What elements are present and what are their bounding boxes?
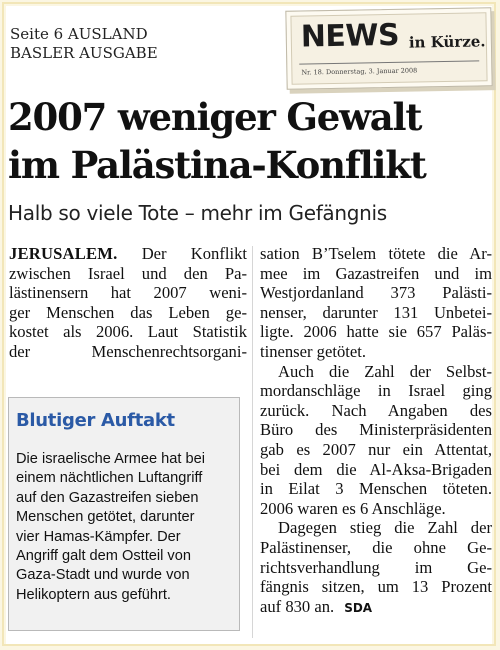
article-line: gab es 2007 nur ein Attentat,	[260, 439, 492, 459]
infobox-line: Gaza-Stadt und wurde von	[16, 567, 190, 584]
infobox-line: Helikoptern aus geführt.	[16, 586, 171, 603]
article-dateline: JERUSALEM.	[9, 244, 118, 263]
article-line: tinenser getötet.	[260, 341, 366, 361]
infobox-line: vier Hamas-Kämpfer. Der	[16, 528, 181, 545]
section-page-label: Seite 6 AUSLAND	[10, 25, 148, 43]
news-badge-dateline: Nr. 18. Donnerstag, 3. Januar 2008	[301, 66, 418, 77]
article-line: Palästinenser, die ohne Ge-	[260, 537, 492, 557]
section-edition-label: BASLER AUSGABE	[10, 44, 158, 62]
article-line: sation B’Tselem tötete die Ar-	[260, 244, 492, 263]
article-line: richtsverhandlung im Ge-	[260, 557, 492, 577]
section-label	[10, 25, 158, 63]
article-line: Dagegen stieg die Zahl der	[278, 518, 492, 538]
news-badge-rule	[299, 60, 479, 64]
infobox-title: Blutiger Auftakt	[16, 410, 175, 431]
article-line: 2006 waren es 6 Anschläge.	[260, 498, 446, 518]
article-line: Büro des Ministerpräsidenten	[260, 420, 492, 440]
news-in-kurze-badge	[285, 7, 492, 90]
article-line-text: Der Konflikt	[117, 244, 247, 263]
article-line-text: auf 830 an.	[260, 596, 335, 616]
infobox-line: Die israelische Armee hat bei	[16, 451, 205, 467]
article-line: mee im Gazastreifen und im	[260, 263, 492, 283]
subheadline: Halb so viele Tote – mehr im Gefängnis	[8, 201, 387, 225]
article-line: lästinensern hat 2007 weni-	[9, 283, 247, 303]
news-badge-subtitle: in Kürze.	[408, 32, 486, 52]
article-line: in Eilat 3 Menschen töteten.	[260, 479, 492, 499]
article-line	[260, 597, 492, 619]
infobox-line: Menschen getötet, darunter	[16, 509, 195, 526]
article-line: mordanschläge in Israel ging	[260, 381, 492, 401]
article-line: ligte. 2006 hatte sie 657 Paläs-	[260, 322, 492, 342]
article-line: Auch die Zahl der Selbst-	[278, 361, 492, 381]
article-line: bei dem die Al-Aksa-Brigaden	[260, 459, 492, 479]
headline-line-2: im Palästina-Konflikt	[8, 143, 426, 187]
article-column-left	[9, 244, 247, 362]
article-line	[9, 244, 247, 264]
infobox-text	[16, 450, 205, 605]
infobox-line: auf den Gazastreifen sieben	[16, 489, 199, 506]
article-line: zurück. Nach Angaben des	[260, 400, 492, 420]
news-badge-title: NEWS	[300, 17, 400, 55]
article-line: fängnis sitzen, um 13 Prozent	[260, 577, 492, 597]
article-line: der Menschenrechtsorgani-	[9, 341, 247, 361]
infobox	[8, 397, 240, 631]
article-line: ger Menschen das Leben ge-	[9, 302, 247, 322]
infobox-line: Angriff galt dem Ostteil von	[16, 548, 191, 565]
infobox-line: einem nächtlichen Luftangriff	[16, 470, 203, 487]
column-divider	[252, 246, 253, 638]
article-line: zwischen Israel und den Pa-	[9, 263, 247, 283]
article-line: nenser, darunter 131 Unbetei-	[260, 302, 492, 322]
article-line: kostet als 2006. Laut Statistik	[9, 322, 247, 342]
article-byline: SDA	[344, 600, 373, 615]
headline	[8, 93, 426, 189]
article-column-right	[260, 244, 492, 618]
article-line: Westjordanland 373 Palästi-	[260, 283, 492, 303]
headline-line-1: 2007 weniger Gewalt	[8, 95, 422, 139]
